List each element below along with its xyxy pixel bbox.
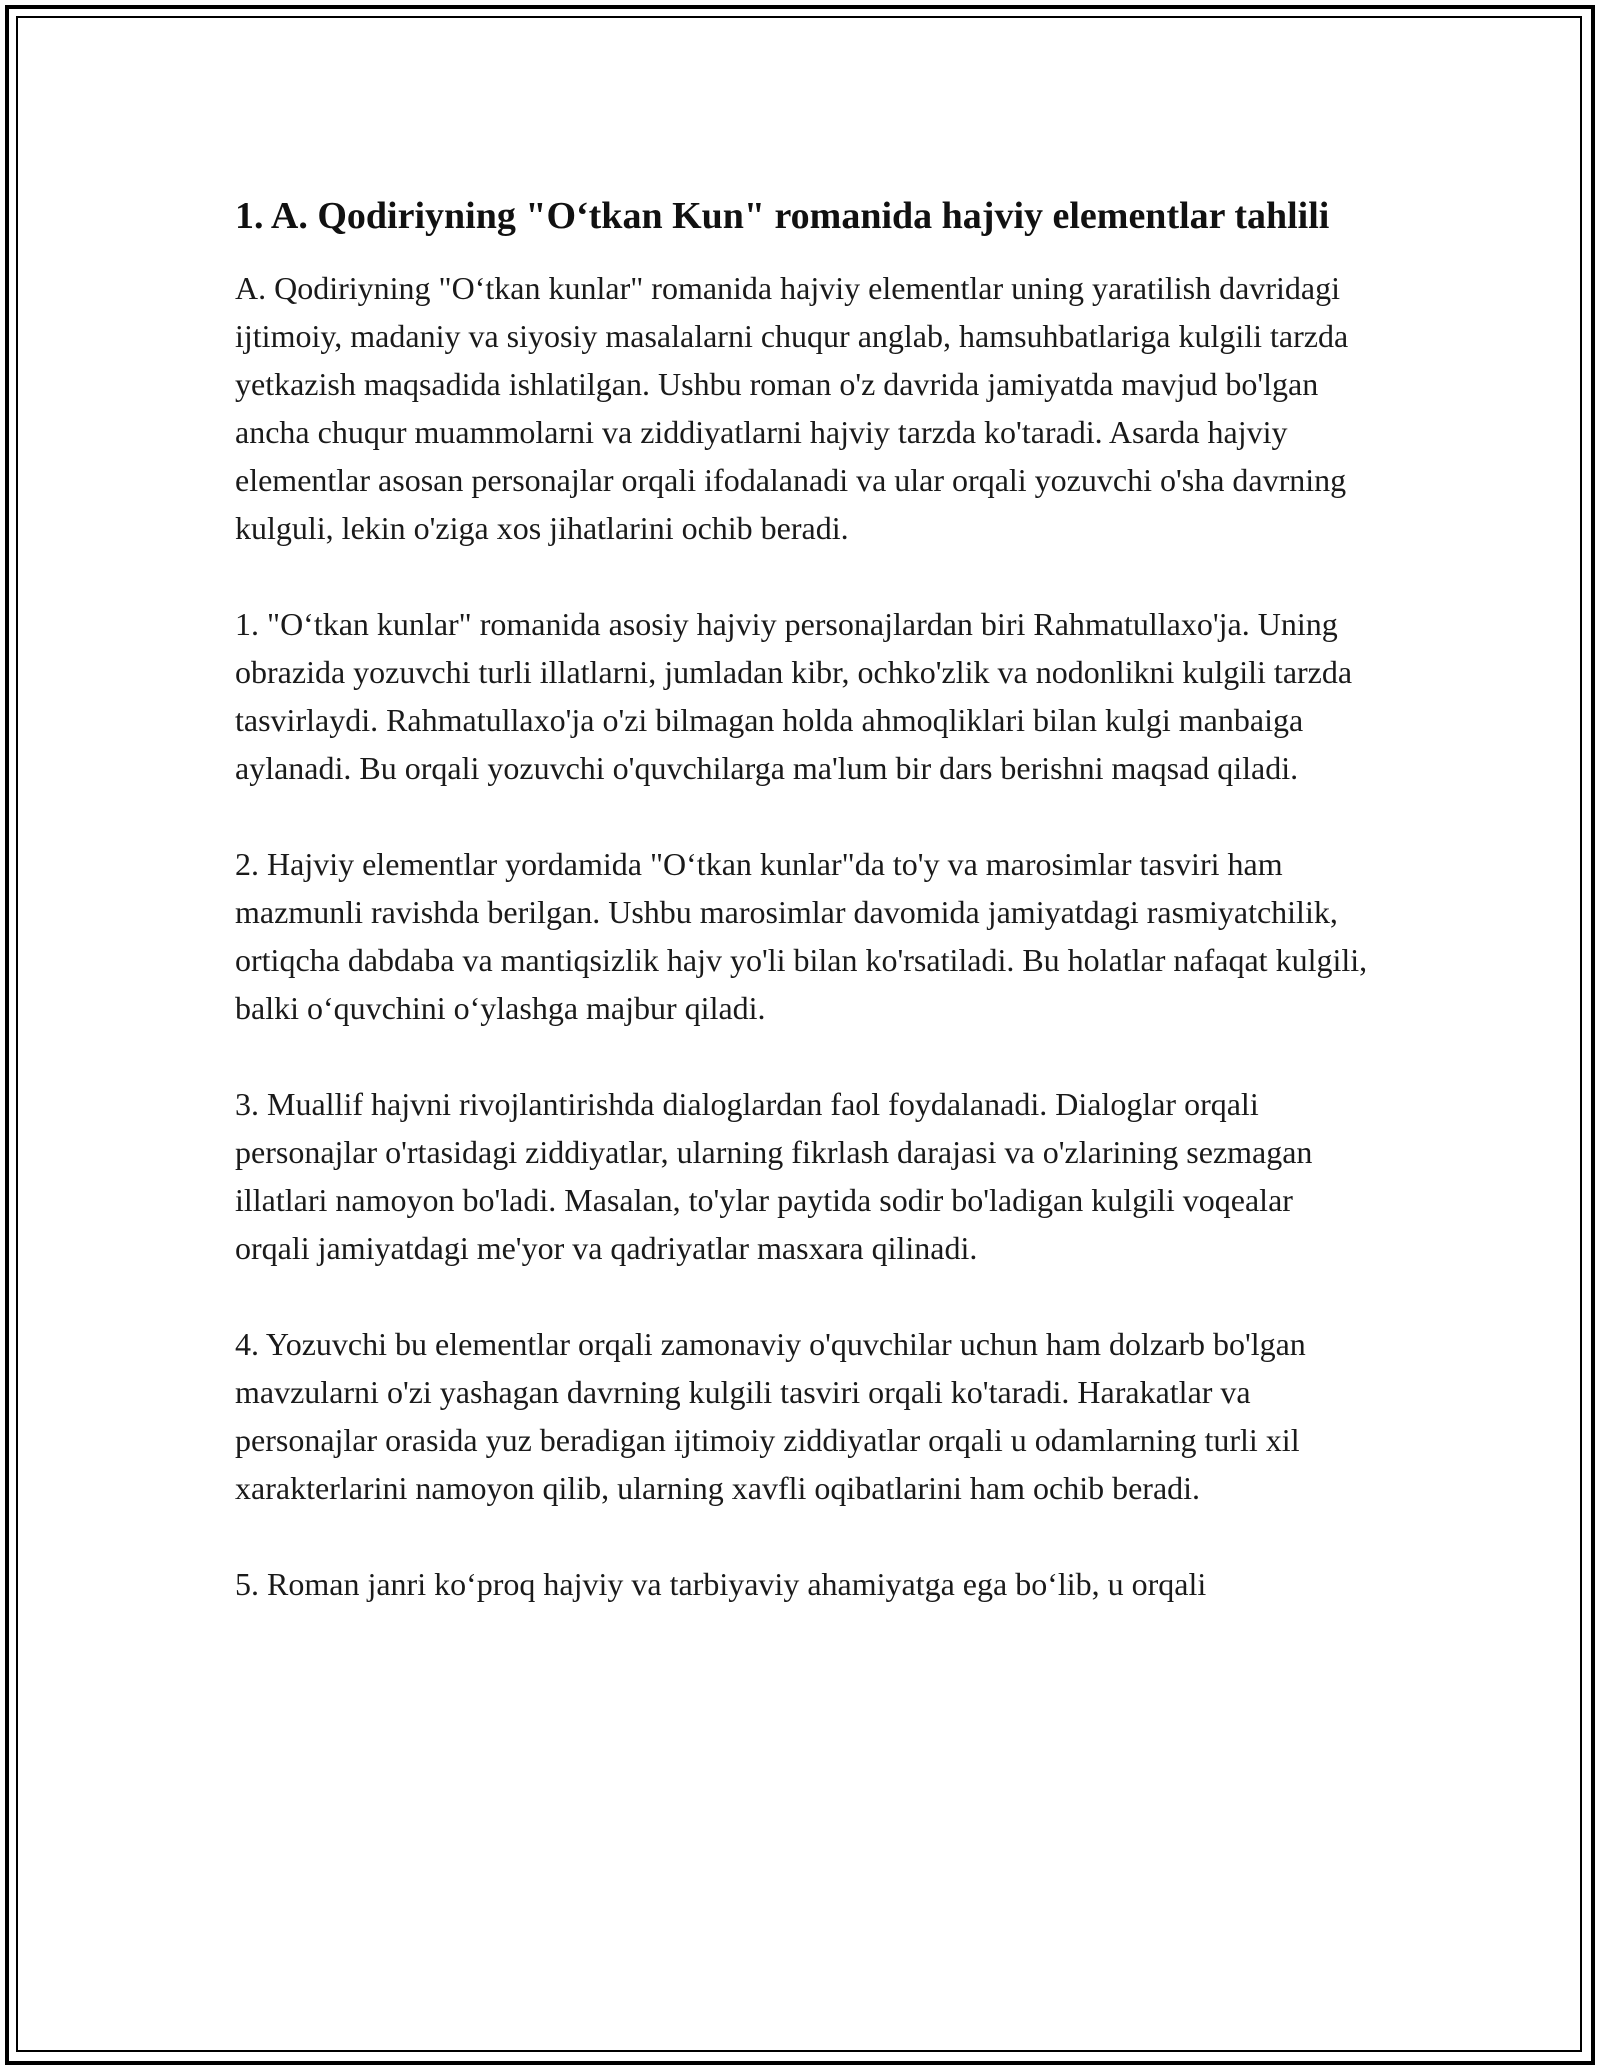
paragraph-point-1: 1. "O‘tkan kunlar" romanida asosiy hajviy personajlardan biri Rahmatullaxo'ja. Uning obrazida yozuvchi turli illatlarni, jumladan kibr, ochko'zlik va nodonlikni kulgili tarzda tasvirlaydi. Rahmatullaxo'ja o'zi bilmagan holda ahmoqliklari bilan kulgi manbaiga aylanadi. Bu orqali yozuvchi o'quvchilarga ma'lum bir dars berishni maqsad qiladi. — [235, 606, 1353, 786]
paragraph-point-3: 3. Muallif hajvni rivojlantirishda dialoglardan faol foydalanadi. Dialoglar orqali personajlar o'rtasidagi ziddiyatlar, ularning fikrlash darajasi va o'zlarining sezmagan illatlari namoyon bo'ladi. Masalan, to'ylar paytida sodir bo'ladigan kulgili voqealar orqali jamiyatdagi me'yor va qadriyatlar masxara qilinadi. — [235, 1086, 1313, 1266]
paragraph-point-4: 4. Yozuvchi bu elementlar orqali zamonaviy o'quvchilar uchun ham dolzarb bo'lgan mavzularni o'zi yashagan davrning kulgili tasviri orqali ko'taradi. Harakatlar va personajlar orasida yuz beradigan ijtimoiy ziddiyatlar orqali u odamlarning turli xil xarakterlarini namoyon qilib, ularning xavfli oqibatlarini ham ochib beradi. — [235, 1326, 1306, 1506]
document-title: 1. A. Qodiriyning "O‘tkan Kun" romanida hajviy elementlar tahlili — [235, 195, 1330, 237]
paragraph-point-5: 5. Roman janri ko‘proq hajviy va tarbiyaviy ahamiyatga ega bo‘lib, u orqali — [235, 1566, 1207, 1602]
paragraph-point-2: 2. Hajviy elementlar yordamida "O‘tkan kunlar"da to'y va marosimlar tasviri ham mazmunli ravishda berilgan. Ushbu marosimlar davomida jamiyatdagi rasmiyatchilik, ortiqcha dabdaba va mantiqsizlik hajv yo'li bilan ko'rsatiladi. Bu holatlar nafaqat kulgili, balki o‘quvchini o‘ylashga majbur qiladi. — [235, 846, 1368, 1026]
intro-paragraph: A. Qodiriyning "O‘tkan kunlar" romanida hajviy elementlar uning yaratilish davridagi ijtimoiy, madaniy va siyosiy masalalarni chuqur anglab, hamsuhbatlariga kulgili tarzda yetkazish maqsadida ishlatilgan. Ushbu roman o'z davrida jamiyatda mavjud bo'lgan ancha chuqur muammolarni va ziddiyatlarni hajviy tarzda ko'taradi. Asarda hajviy elementlar asosan personajlar orqali ifodalanadi va ular orqali yozuvchi o'sha davrning kulguli, lekin o'ziga xos jihatlarini ochib beradi. — [235, 270, 1349, 546]
document-body — [235, 188, 1375, 1656]
